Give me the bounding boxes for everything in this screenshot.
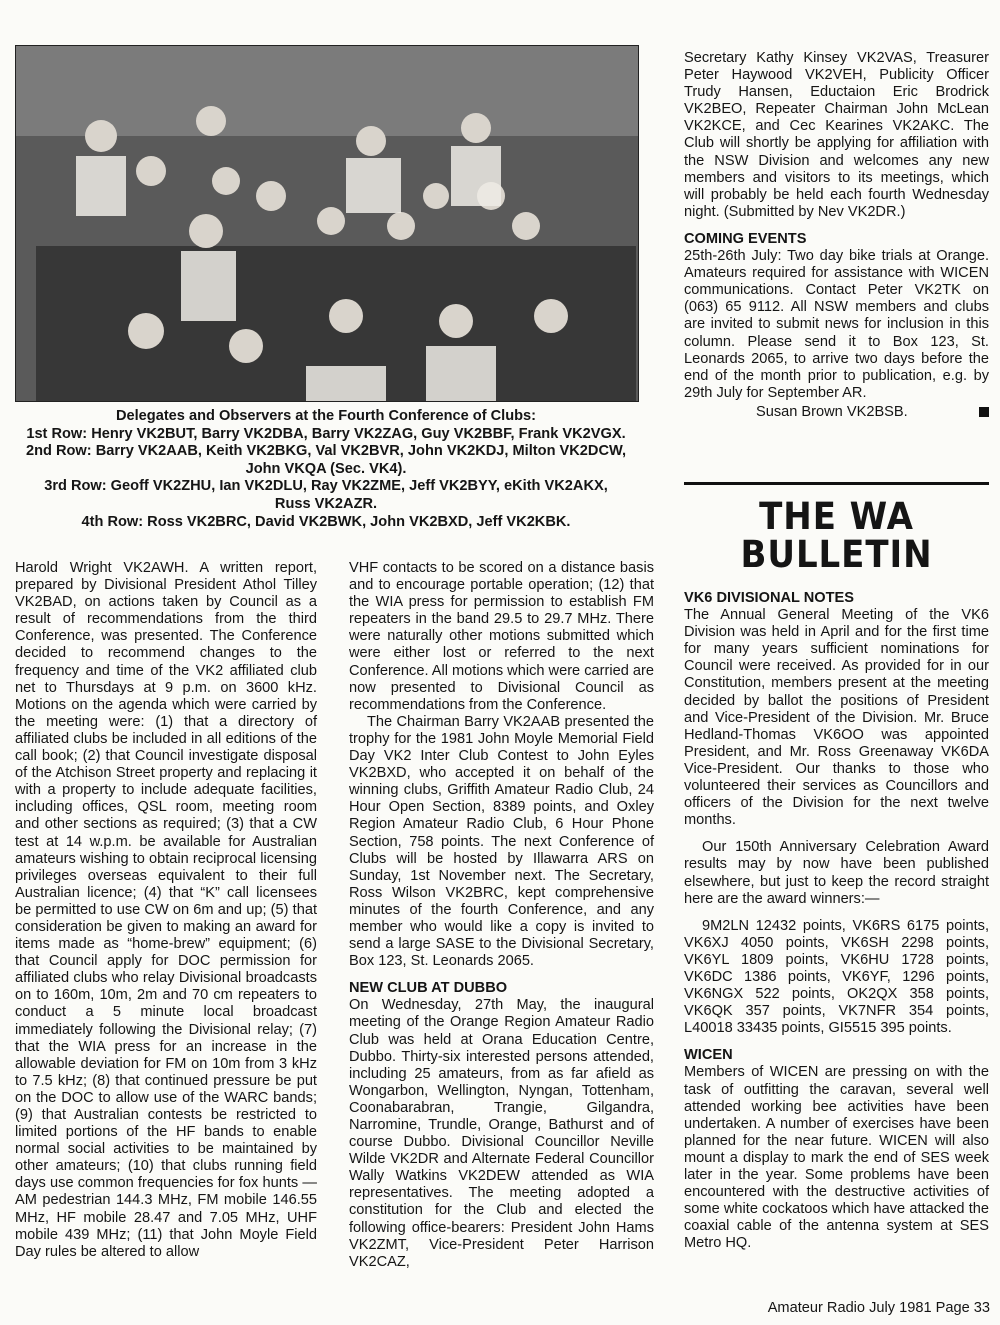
paragraph: The Annual General Meeting of the VK6 Division was held in April and for the first time for many years sufficient nominations for Council were received. As provided for in our Constitution, members present at the meeting decided by ballot the positions of President and Vice-President of the Division. Mr. Bruce Hedland-Thomas VK6OO was appointed President, and Mr. Ross Greenaway VK6DA Vice-President. Our thanks to those who volunteered their services as Councillors and officers of the Division for the next twelve months. [684,607,989,829]
caption-row: 4th Row: Ross VK2BRC, David VK2BWK, John VK2BXD, Jeff VK2KBK. [81,513,571,530]
signature: Susan Brown VK2BSB. [756,403,908,420]
section-heading: COMING EVENTS [684,230,807,247]
paragraph: The Chairman Barry VK2AAB presented the trophy for the 1981 John Moyle Memorial Field Day VK2 Inter Club Contest to John Eyles VK2BXD, who accepted it on behalf of the winning clubs, Griffith Amateur Radio Club, 24 Hour Open Section, 8389 points, and Oxley Region Amateur Radio Club, 6 Hour Phone Section, 758 points. The next Conference of Clubs will be hosted by Illawarra ARS on Sunday, 1st November next. The Secretary, Ross Wilson VK2BRC, kept comprehensive minutes of the fourth Conference, and any member who would like a copy is invited to send a large SASE to the Divisional Secretary, Box 123, St. Leonards 2065. [349,713,654,970]
section-heading: VK6 DIVISIONAL NOTES [684,590,855,606]
paragraph: Our 150th Anniversary Celebration Award results may by now have been published elsewhere, but just to keep the record straight here are the award winners:— [684,839,989,907]
paragraph: 9M2LN 12432 points, VK6RS 6175 points, VK6XJ 4050 points, VK6SH 2298 points, VK6YL 1809 points, VK6HU 1728 points, VK6DC 1386 points, VK6YF, 1296 points, VK6NGX 522 points, OK2QX 358 points, VK6QK 357 points, VK7NFR 354 points, L40018 33435 points, GI5515 395 points. [684,917,989,1037]
page-footer: Amateur Radio July 1981 Page 33 [767,1300,990,1316]
caption-row: Russ VK2AZR. [274,495,378,512]
section-heading: WICEN [684,1047,733,1064]
paragraph: Secretary Kathy Kinsey VK2VAS, Treasurer Peter Haywood VK2VEH, Publicity Officer Trudy Hansen, Eductaion Eric Brodrick VK2BEO, Repeater Chairman John McLean VK2KCE, and Cec Kearines VK2AKC. The Club will shortly be applying for affiliation with the NSW Division and welcomes any new members and visitors to its meetings, which will probably be held each fourth Wednesday night. (Submitted by Nev VK2DR.) [684,50,989,220]
column-right-top [684,50,989,421]
caption-row: John VKQA (Sec. VK4). [245,460,407,477]
caption-row: 1st Row: Henry VK2BUT, Barry VK2DBA, Barry VK2ZAG, Guy VK2BBF, Frank VK2VGX. [26,425,626,442]
section-rule [684,482,989,485]
photo-caption [15,408,637,531]
paragraph: 25th-26th July: Two day bike trials at Orange. Amateurs required for assistance with WICEN communications. Contact Peter VK2TK on (063) 65 9112. All NSW members and clubs are invited to submit news for inclusion in this column. Please send it to Box 123, St. Leonards 2065, to arrive two days before the end of the month prior to publication, e.g. by 29th July for September AR. [684,248,989,401]
column-left [15,560,317,1261]
paragraph: Harold Wright VK2AWH. A written report, prepared by Divisional President Athol Tilley VK2BAD, on actions taken by Council as a result of recommendations from the third Conference, was presented. The Conference decided to recommend changes to the frequency and time of the VK2 affiliated club net to Thursdays at 9 p.m. on 3600 kHz. Motions on the agenda which were carried by the meeting were: (1) that a directory of affiliated clubs be included in all editions of the call book; (2) that Council investigate disposal of the Atchison Street property and replacing it with a property to include adequate facilities, including offices, QSL room, meeting room and other sections as required; (3) that a CW test at 14 w.p.m. be available for Australian amateurs wishing to obtain reciprocal licensing privileges overseas equivalent to their full Australian licence; (4) that “K” call licensees be permitted to use CW on 6m and up; (5) that consideration be given to making an award for items made as “home-brew” equipment; (6) that Council apply for DOC permission for affiliated clubs who relay Divisional broadcasts on to 160m, 10m, 2m and 70 cm repeaters to conduct a 5 minute local broadcast immediately following the Divisional relay; (7) that the WIA press for an increase in the allowable deviation for FM on 10m from 3 kHz to 7.5 kHz; (8) that continued pressure be put on the DOC to allow use of the WARC bands; (9) that Australian contests be restricted to limited portions of the HF bands to enable normal social activities to be maintained by other amateurs; (10) that clubs running field days use common frequencies for fox hunts — AM pedestrian 144.3 MHz, FM mobile 146.55 MHz, HF mobile 28.47 and 7.05 MHz, UHF mobile 439 MHz; (11) that John Moyle Field Day rules be altered to allow [15,560,317,1260]
title-line: THE WA [759,495,914,538]
group-photo-illustration [16,46,638,401]
title-line: BULLETIN [740,533,933,576]
column-right-bottom [684,590,989,1252]
section-heading: NEW CLUB AT DUBBO [349,980,508,997]
paragraph: Members of WICEN are pressing on with the task of outfitting the caravan, several well attended working bee activities have been undertaken. A number of exercises have been planned for the near future. WICEN will also mount a display to mark the end of SES week later in the year. Some problems have been encountered with the destructive activities of some white cockatoos which have attacked the coaxial cable of the antenna system at SES Metro HQ. [684,1064,989,1252]
column-middle [349,560,654,1271]
caption-row: 2nd Row: Barry VK2AAB, Keith VK2BKG, Val VK2BVR, John VK2KDJ, Milton VK2DCW, [25,443,627,460]
paragraph: On Wednesday, 27th May, the inaugural meeting of the Orange Region Amateur Radio Club was held at Orana Education Centre, Dubbo. Thirty-six interested persons attended, including 25 amateurs, from as far afield as Wongarbon, Wellington, Nyngan, Tottenham, Coonabarabran, Trangie, Gilgandra, Narromine, Trundle, Orange, Bathurst and of course Dubbo. Divisional Councillor Neville Wilde VK2DR and Alternate Federal Councillor Wally Watkins VK2DEW attended as WIA representatives. The meeting adopted a constitution for the Club and elected the following office-bearers: President John Hams VK2ZMT, Vice-President Peter Harrison VK2CAZ, [349,997,654,1270]
signature-line [684,404,989,421]
end-mark-icon [979,407,989,417]
section-title [696,495,977,576]
caption-title: Delegates and Observers at the Fourth Conference of Clubs: [115,408,537,424]
paragraph: VHF contacts to be scored on a distance basis and to encourage portable operation; (12) that the WIA press for permission to establish FM repeaters in the band 29.5 to 29.7 MHz. There were naturally other motions submitted which were either lost or referred to the next Conference. All motions which were carried are now presented to Divisional Council as recommendations from the Conference. [349,560,654,713]
group-photo [15,45,639,402]
caption-row: 3rd Row: Geoff VK2ZHU, Ian VK2DLU, Ray VK2ZME, Jeff VK2BYY, eKith VK2AKX, [44,478,608,495]
